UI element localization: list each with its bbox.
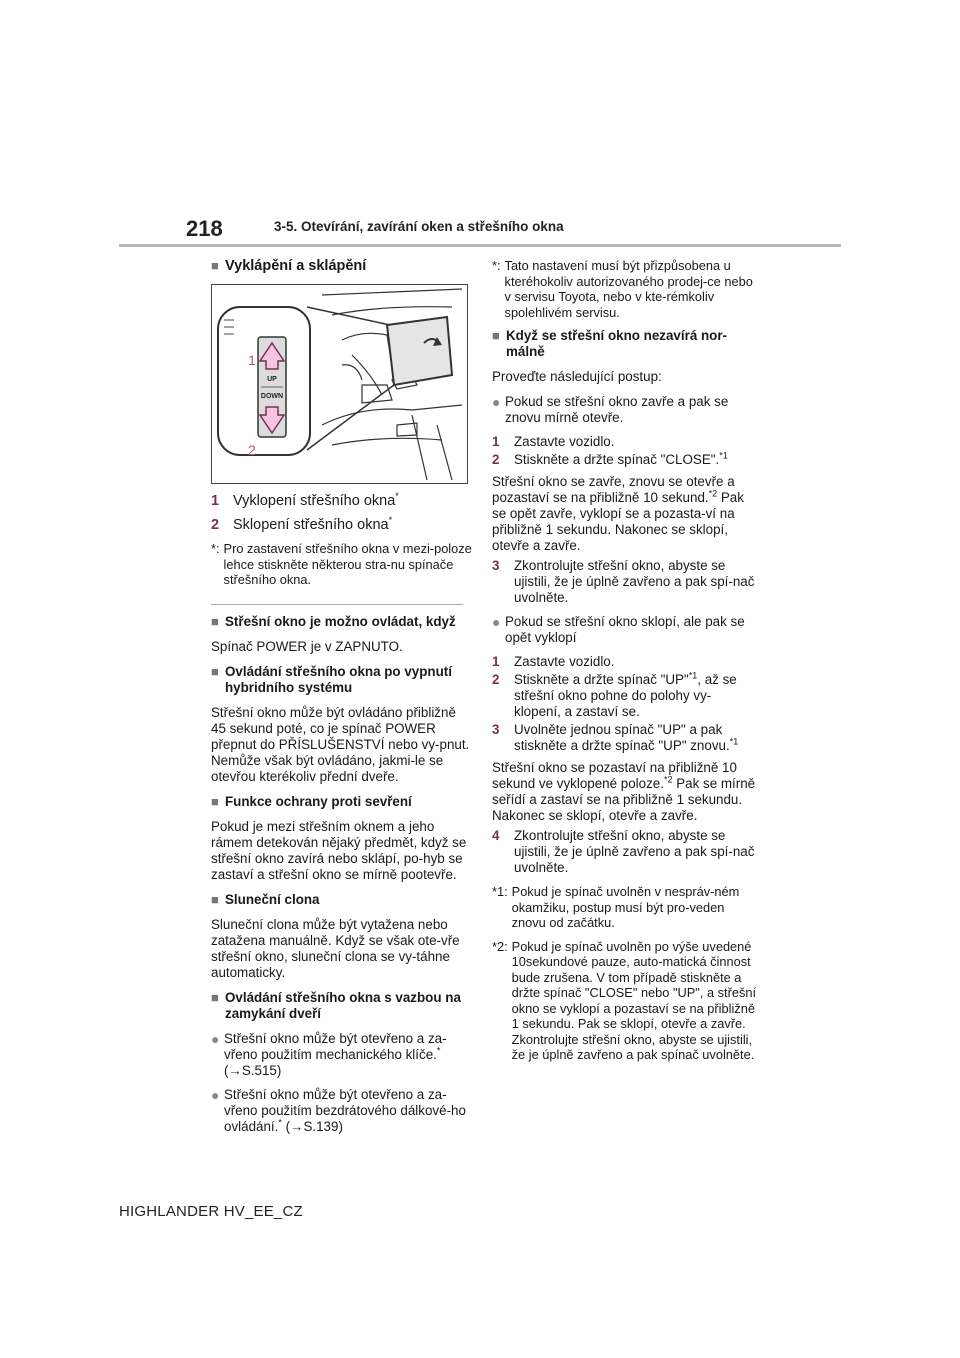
- square-bullet-icon: ■: [211, 663, 219, 679]
- sunroof-switch-illustration: [212, 285, 467, 483]
- sunroof-switch-figure: [211, 284, 468, 484]
- para-case-1: Střešní okno se zavře, znovu se otevře a pozastaví se na přibližně 10 sekund.$^{*2}$ Pak se opět zavře, vyklopí se a pozasta-ví na přibližně 1 sekundu. Nakonec se sklopí, otevře a zavře.: [492, 474, 744, 553]
- header-rule: [119, 244, 841, 247]
- callout-2: 2: [248, 442, 256, 458]
- bullet-mechanical-key: ● Střešní okno může být otevřeno a za-vřeno použitím mechanického klíče.* (→S.515): [211, 1030, 447, 1078]
- step-2-1: 1 Zastavte vozidlo.: [492, 654, 615, 669]
- footnote-1: *1: Pokud je spínač uvolněn v nespráv-ném okamžiku, postup musí být pro-veden znovu od začátku.: [492, 884, 740, 930]
- right-column: [492, 258, 756, 1071]
- page-footer-model: HIGHLANDER HV_EE_CZ: [119, 1203, 303, 1220]
- square-bullet-icon: ■: [211, 793, 219, 809]
- para-procedure: Proveďte následující postup:: [492, 369, 662, 384]
- ref-link[interactable]: (→S.139): [285, 1118, 343, 1134]
- heading-sunshade: ■ Sluneční clona: [211, 891, 320, 907]
- step-2-2: 2 Stiskněte a držte spínač "UP"$^{*1}$, až se střešní okno pohne do polohy vy-klopení, a zastaví se.: [492, 670, 737, 719]
- item-tilt-up: 1 Vyklopení střešního okna*: [211, 491, 399, 509]
- step-1-2: 2 Stiskněte a držte spínač "CLOSE".$^{*1}$: [492, 450, 728, 467]
- para-case-2: Střešní okno se pozastaví na přibližně 10 sekund ve vyklopené poloze.$^{*2}$ Pak se mírně seřídí a zastaví se na přibližně 1 sekundu. Nakonec se sklopí, otevře a zavře.: [492, 760, 756, 823]
- heading-not-closing: ■ Když se střešní okno nezavírá nor-málně: [492, 328, 728, 359]
- dot-bullet-icon: ●: [211, 1030, 220, 1047]
- bullet-case-1: ● Pokud se střešní okno zavře a pak se znovu mírně otevře.: [492, 394, 729, 425]
- para-operable: Spínač POWER je v ZAPNUTO.: [211, 638, 403, 654]
- section-divider: [211, 604, 463, 605]
- note-star-left: *: Pro zastavení střešního okna v mezi-poloze lehce stiskněte některou stra-nu spínače střešního okna.: [211, 541, 472, 587]
- callout-1: 1: [248, 352, 256, 368]
- heading-tilt: ■ Vyklápění a sklápění: [211, 258, 367, 274]
- square-bullet-icon: ■: [211, 258, 219, 273]
- switch-up-label: UP: [267, 376, 277, 383]
- para-sunshade: Sluneční clona může být vytažena nebo zatažena manuálně. Když se však ote-vře střešní okno, sluneční clona se vy-táhne automaticky.: [211, 916, 460, 980]
- left-column: [211, 258, 473, 1143]
- item-tilt-down: 2 Sklopení střešního okna*: [211, 515, 393, 533]
- section-title: 3-5. Otevírání, zavírání oken a střešního okna: [274, 219, 564, 234]
- bullet-wireless-remote: ● Střešní okno může být otevřeno a za-vřeno použitím bezdrátového dálkové-ho ovládání.* (→S.139): [211, 1086, 466, 1134]
- ref-link[interactable]: (→S.515): [224, 1062, 282, 1078]
- square-bullet-icon: ■: [211, 613, 219, 629]
- footnote-2: *2: Pokud je spínač uvolněn po výše uvedené 10sekundové pauze, auto-matická činnost bude zrušena. V tom případě stiskněte a držte spínač "CLOSE" nebo "UP", a střešní okno se vyklopí a pozastaví se na přibližně 1 sekundu. Pak se sklopí, otevře a zavře. Zkontrolujte střešní okno, abyste se ujistili, že je úplně zavřeno a pak spínač uvolněte.: [492, 938, 757, 1062]
- note-star-right: *: Tato nastavení musí být přizpůsobena u kteréhokoliv autorizovaného prodej-ce nebo v servisu Toyota, nebo v kte-rémkoliv spolehlivém servisu.: [492, 258, 753, 320]
- square-bullet-icon: ■: [211, 989, 219, 1005]
- step-1-3: 3 Zkontrolujte střešní okno, abyste se ujistili, že je úplně zavřeno a pak spí-nač uvolněte.: [492, 558, 755, 605]
- square-bullet-icon: ■: [492, 328, 500, 343]
- para-after-off: Střešní okno může být ovládáno přibližně 45 sekund poté, co je spínač POWER přepnut do PŘÍSLUŠENSTVÍ nebo vy-pnut. Nemůže však být ovládáno, jakmi-le se otevřou kterékoliv přední dveře.: [211, 704, 470, 784]
- heading-jam-protection: ■ Funkce ochrany proti sevření: [211, 793, 412, 809]
- dot-bullet-icon: ●: [492, 614, 501, 630]
- square-bullet-icon: ■: [211, 891, 219, 907]
- bullet-case-2: ● Pokud se střešní okno sklopí, ale pak se opět vyklopí: [492, 614, 745, 645]
- dot-bullet-icon: ●: [211, 1086, 220, 1103]
- heading-door-lock-link: ■ Ovládání střešního okna s vazbou na zamykání dveří: [211, 989, 461, 1021]
- step-1-1: 1 Zastavte vozidlo.: [492, 434, 615, 449]
- page-number: 218: [186, 216, 223, 241]
- heading-after-off: ■ Ovládání střešního okna po vypnutí hybridního systému: [211, 663, 452, 695]
- step-2-4: 4 Zkontrolujte střešní okno, abyste se ujistili, že je úplně zavřeno a pak spí-nač uvolněte.: [492, 828, 755, 875]
- heading-operable: ■ Střešní okno je možno ovládat, když: [211, 613, 456, 629]
- switch-down-label: DOWN: [260, 393, 284, 400]
- dot-bullet-icon: ●: [492, 394, 501, 410]
- page-header: [0, 0, 960, 250]
- step-2-3: 3 Uvolněte jednou spínač "UP" a pak stiskněte a držte spínač "UP" znovu.$^{*1}$: [492, 722, 739, 753]
- para-jam-protection: Pokud je mezi střešním oknem a jeho rámem detekován nějaký předmět, když se střešní okno zavírá nebo sklápí, po-hyb se zastaví a střešní okno se mírně pootevře.: [211, 818, 467, 882]
